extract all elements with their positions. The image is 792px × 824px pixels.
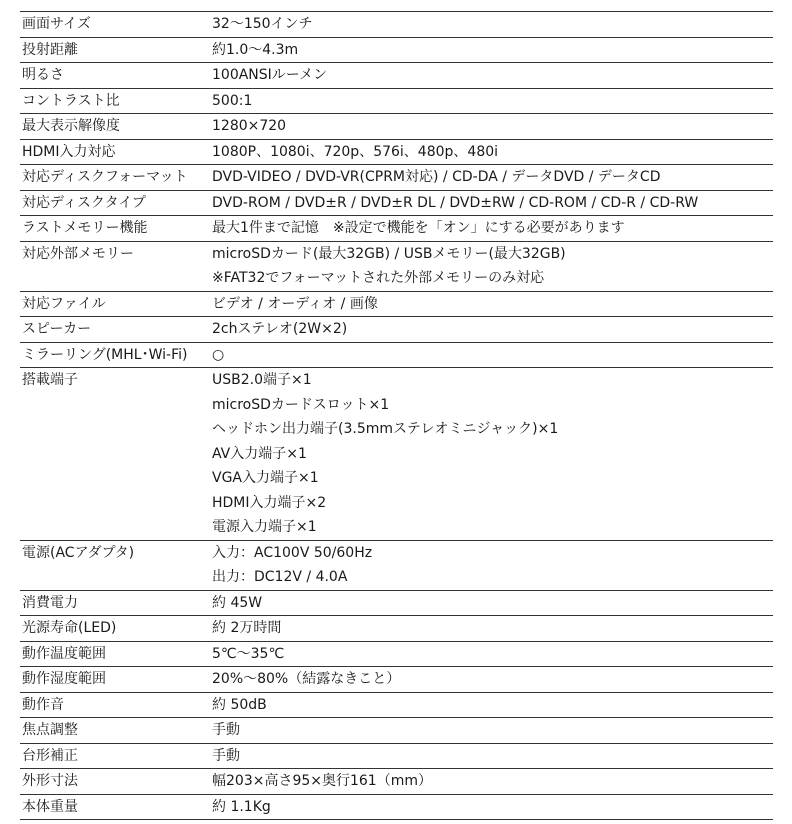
spec-value-line: DVD-ROM / DVD±R / DVD±R DL / DVD±RW / CD-ROM / CD-R / CD-RW: [212, 194, 699, 211]
spec-label: 動作音: [22, 696, 64, 713]
spec-value-line: 約 45W: [212, 594, 263, 611]
spec-label: 対応ファイル: [22, 295, 106, 312]
spec-row: [20, 12, 773, 38]
spec-value-line: ビデオ / オーディオ / 画像: [212, 295, 378, 312]
spec-value-line: 20%〜80%（結露なきこと）: [212, 671, 401, 687]
spec-value-line: 電源入力端子×1: [212, 519, 317, 535]
spec-row: [20, 794, 773, 820]
spec-label: 投射距離: [22, 41, 78, 58]
spec-value: [210, 165, 773, 191]
spec-label: 動作湿度範囲: [22, 671, 106, 687]
spec-row: [20, 114, 773, 140]
spec-label: ミラーリング(MHL･Wi-Fi): [22, 346, 188, 363]
spec-value-line: 幅203×高さ95×奥行161（mm）: [212, 773, 432, 789]
spec-value: [210, 317, 773, 343]
spec-label: 電源(ACアダプタ): [22, 544, 135, 561]
spec-value-line: 入力：AC100V 50/60Hz: [212, 544, 373, 561]
spec-value: [210, 139, 773, 165]
spec-value: [210, 88, 773, 114]
spec-row: [20, 667, 773, 693]
spec-label: スピーカー: [22, 321, 92, 337]
spec-row: [20, 641, 773, 667]
spec-value-line: 約1.0〜4.3m: [212, 41, 299, 58]
spec-row: [20, 718, 773, 744]
spec-row: [20, 165, 773, 191]
spec-table: [20, 11, 773, 820]
spec-label: 消費電力: [22, 594, 78, 611]
spec-label: ラストメモリー機能: [22, 220, 148, 236]
spec-label: 台形補正: [22, 747, 78, 764]
spec-value: [210, 291, 773, 317]
spec-value: [210, 241, 773, 291]
spec-value-line: 100ANSIルーメン: [212, 67, 328, 83]
spec-row: [20, 139, 773, 165]
spec-label: コントラスト比: [22, 92, 120, 109]
spec-value-line: 手動: [212, 722, 240, 738]
spec-label: HDMI入力対応: [22, 143, 116, 160]
spec-row: [20, 190, 773, 216]
spec-label: 対応ディスクタイプ: [22, 194, 146, 211]
spec-row: [20, 616, 773, 642]
spec-value: [210, 342, 773, 368]
spec-value-line: 約 1.1Kg: [212, 798, 271, 815]
spec-row: [20, 692, 773, 718]
spec-value-line: microSDカード(最大32GB) / USBメモリー(最大32GB): [212, 245, 566, 262]
spec-value-line: 最大1件まで記憶 ※設定で機能を「オン」にする必要があります: [212, 220, 625, 236]
spec-row: [20, 291, 773, 317]
spec-value: [210, 718, 773, 744]
spec-value: [210, 216, 773, 242]
spec-value: [210, 616, 773, 642]
spec-row: [20, 590, 773, 616]
spec-label: 明るさ: [22, 67, 64, 83]
spec-row: [20, 317, 773, 343]
spec-value: [210, 190, 773, 216]
spec-row: [20, 769, 773, 795]
spec-value-line: 1280×720: [212, 118, 287, 134]
spec-value-line: 2chステレオ(2W×2): [212, 321, 348, 337]
spec-row: [20, 540, 773, 590]
spec-label: 搭載端子: [22, 372, 78, 388]
spec-value-line: 500:1: [212, 92, 253, 109]
spec-value-line: 5℃〜35℃: [212, 645, 285, 662]
spec-label: 外形寸法: [22, 773, 78, 789]
spec-value: [210, 114, 773, 140]
spec-value-line: 32〜150インチ: [212, 16, 313, 32]
spec-value-line: VGA入力端子×1: [212, 470, 319, 486]
spec-row: [20, 241, 773, 291]
spec-row: [20, 743, 773, 769]
spec-value-line: 約 2万時間: [212, 620, 282, 636]
spec-value-line: 1080P、1080i、720p、576i、480p、480i: [212, 143, 499, 160]
spec-label: 最大表示解像度: [22, 118, 120, 134]
spec-value-line: ※FAT32でフォーマットされた外部メモリーのみ対応: [212, 270, 545, 286]
spec-value-line: HDMI入力端子×2: [212, 494, 327, 511]
spec-value: [210, 692, 773, 718]
spec-label: 対応ディスクフォーマット: [22, 169, 188, 185]
spec-value-line: USB2.0端子×1: [212, 372, 312, 388]
spec-value: [210, 63, 773, 89]
spec-row: [20, 216, 773, 242]
spec-label: 対応外部メモリー: [22, 245, 134, 262]
spec-label: 光源寿命(LED): [22, 620, 117, 636]
spec-value-line: 出力：DC12V / 4.0A: [212, 569, 348, 585]
spec-value: [210, 667, 773, 693]
spec-value-line: DVD-VIDEO / DVD-VR(CPRM対応) / CD-DA / データDVD / データCD: [212, 169, 661, 185]
spec-value-line: 手動: [212, 747, 240, 764]
spec-value-line: 約 50dB: [212, 696, 267, 713]
spec-value: [210, 794, 773, 820]
spec-value: [210, 37, 773, 63]
spec-value: [210, 12, 773, 38]
spec-value-line: microSDカードスロット×1: [212, 396, 390, 413]
spec-row: [20, 342, 773, 368]
spec-value-line: ○: [212, 346, 225, 363]
spec-row: [20, 63, 773, 89]
spec-row: [20, 37, 773, 63]
spec-row: [20, 368, 773, 541]
spec-value: [210, 769, 773, 795]
spec-label: 本体重量: [22, 798, 78, 815]
spec-value: [210, 743, 773, 769]
spec-value: [210, 590, 773, 616]
spec-label: 動作温度範囲: [22, 645, 106, 662]
spec-value: [210, 540, 773, 590]
spec-value-line: AV入力端子×1: [212, 445, 307, 462]
spec-row: [20, 88, 773, 114]
spec-value: [210, 641, 773, 667]
spec-table-body: [20, 12, 773, 820]
spec-value: [210, 368, 773, 541]
spec-label: 焦点調整: [22, 722, 78, 738]
spec-label: 画面サイズ: [22, 16, 91, 32]
spec-value-line: ヘッドホン出力端子(3.5mmステレオミニジャック)×1: [212, 421, 559, 437]
